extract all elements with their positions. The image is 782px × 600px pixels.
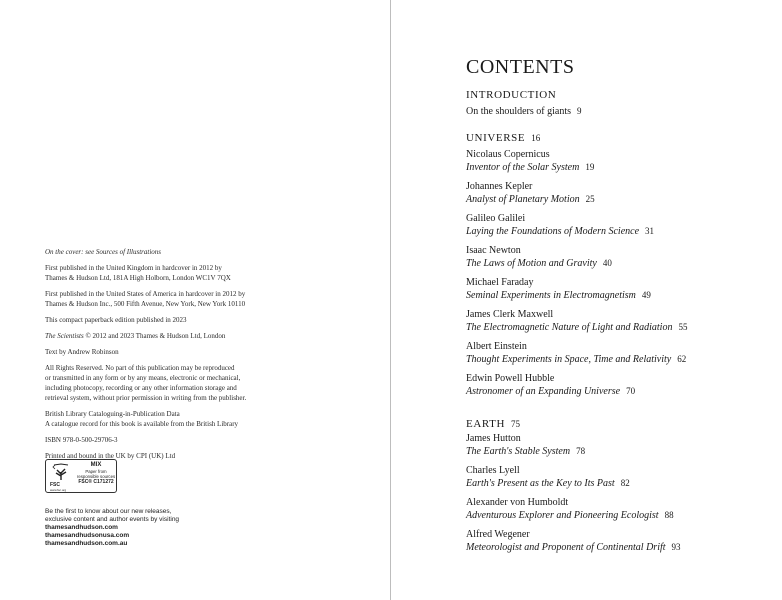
website-link[interactable]: thamesandhudson.com.au <box>45 540 128 547</box>
page-number: 62 <box>677 354 687 364</box>
cover-credit: On the cover: see Sources of Illustrations <box>45 248 161 256</box>
contents-title: CONTENTS <box>466 56 575 78</box>
chapter-subtitle: The Earth's Stable System 78 <box>466 446 586 457</box>
printed-by: Printed and bound in the UK by CPI (UK) Ltd <box>45 452 176 460</box>
page-number: 25 <box>585 194 595 204</box>
toc-entry[interactable] <box>466 276 756 302</box>
chapter-subtitle: Adventurous Explorer and Pioneering Ecologist 88 <box>466 510 674 521</box>
table-of-contents <box>466 56 756 560</box>
scientist-name: Charles Lyell <box>466 465 520 476</box>
chapter-subtitle: Earth's Present as the Key to Its Past 82 <box>466 478 630 489</box>
section-heading: UNIVERSE 16 <box>466 132 541 144</box>
toc-entry[interactable] <box>466 308 756 334</box>
toc-entry[interactable] <box>466 148 756 174</box>
scientist-name: James Hutton <box>466 433 521 444</box>
page-number: 82 <box>620 478 630 488</box>
rights-statement: All Rights Reserved. No part of this publication may be reproduced or transmitted in any form or by any means, electronic or mechanical, including photocopy, recording or any other information storage and retrieval system, without prior permission in writing from the publisher. <box>45 364 247 402</box>
scientist-name: Alfred Wegener <box>466 529 530 540</box>
scientist-name: James Clerk Maxwell <box>466 309 554 320</box>
uk-publication: First published in the United Kingdom in hardcover in 2012 by Thames & Hudson Ltd, 181A High Holborn, London WC1V 7QX <box>45 264 231 282</box>
toc-entry[interactable] <box>466 244 756 270</box>
chapter-subtitle: Laying the Foundations of Modern Science 31 <box>466 226 655 237</box>
toc-entry[interactable] <box>466 372 756 398</box>
toc-entry[interactable] <box>466 528 756 554</box>
imprint-block <box>45 247 345 467</box>
toc-entry[interactable] <box>466 180 756 206</box>
toc-entry[interactable] <box>466 496 756 522</box>
scientist-name: Alexander von Humboldt <box>466 497 569 508</box>
website-link[interactable]: thamesandhudsonusa.com <box>45 532 130 539</box>
page-number: 70 <box>626 386 636 396</box>
chapter-subtitle: Seminal Experiments in Electromagnetism 49 <box>466 290 651 301</box>
text-by: Text by Andrew Robinson <box>45 348 119 356</box>
page-number: 55 <box>678 322 688 332</box>
section-introduction <box>466 88 756 118</box>
scientist-name: Albert Einstein <box>466 341 527 352</box>
promo-block: Be the first to know about our new releases, exclusive content and author events by visiting thamesandhudson.com thamesandhudsonusa.com thamesandhudson.com.au <box>45 508 285 548</box>
fsc-logo: FSC www.fsc.org MIX Paper from responsible sources FSC® C171272 <box>45 459 117 493</box>
toc-entry[interactable] <box>466 212 756 238</box>
chapter-subtitle: The Electromagnetic Nature of Light and Radiation 55 <box>466 322 688 333</box>
website-link[interactable]: thamesandhudson.com <box>45 524 118 531</box>
page-number: 78 <box>576 446 586 456</box>
chapter-subtitle: Astronomer of an Expanding Universe 70 <box>466 386 636 397</box>
section-universe <box>466 131 756 398</box>
toc-entry[interactable] <box>466 340 756 366</box>
toc-entry[interactable]: On the shoulders of giants 9 <box>466 106 582 117</box>
page-number: 88 <box>664 510 674 520</box>
scientist-name: Michael Faraday <box>466 277 534 288</box>
fsc-tree-icon <box>51 463 71 481</box>
scientist-name: Edwin Powell Hubble <box>466 373 555 384</box>
chapter-subtitle: Meteorologist and Proponent of Continental Drift 93 <box>466 542 681 553</box>
cip-data: British Library Cataloguing-in-Publication Data A catalogue record for this book is available from the British Library <box>45 410 239 428</box>
page-number: 93 <box>671 542 681 552</box>
page-number: 49 <box>641 290 651 300</box>
compact-edition: This compact paperback edition published in 2023 <box>45 316 187 324</box>
chapter-subtitle: Analyst of Planetary Motion 25 <box>466 194 595 205</box>
toc-entry[interactable] <box>466 464 756 490</box>
scientist-name: Isaac Newton <box>466 245 521 256</box>
chapter-subtitle: Thought Experiments in Space, Time and Relativity 62 <box>466 354 687 365</box>
copyright-line: The Scientists © 2012 and 2023 Thames & Hudson Ltd, London <box>45 332 226 340</box>
page-number: 19 <box>585 162 595 172</box>
chapter-subtitle: Inventor of the Solar System 19 <box>466 162 595 173</box>
scientist-name: Galileo Galilei <box>466 213 526 224</box>
section-earth <box>466 417 756 554</box>
section-heading: EARTH 75 <box>466 418 521 430</box>
us-publication: First published in the United States of America in hardcover in 2012 by Thames & Hudson Inc., 500 Fifth Avenue, New York, New York 10110 <box>45 290 246 308</box>
section-heading: INTRODUCTION <box>466 89 557 101</box>
page-number: 31 <box>645 226 655 236</box>
scientist-name: Johannes Kepler <box>466 181 533 192</box>
scientist-name: Nicolaus Copernicus <box>466 149 550 160</box>
chapter-subtitle: The Laws of Motion and Gravity 40 <box>466 258 612 269</box>
left-page <box>0 0 390 600</box>
toc-entry[interactable] <box>466 432 756 458</box>
isbn: ISBN 978-0-500-29706-3 <box>45 436 118 444</box>
page-number: 40 <box>602 258 612 268</box>
